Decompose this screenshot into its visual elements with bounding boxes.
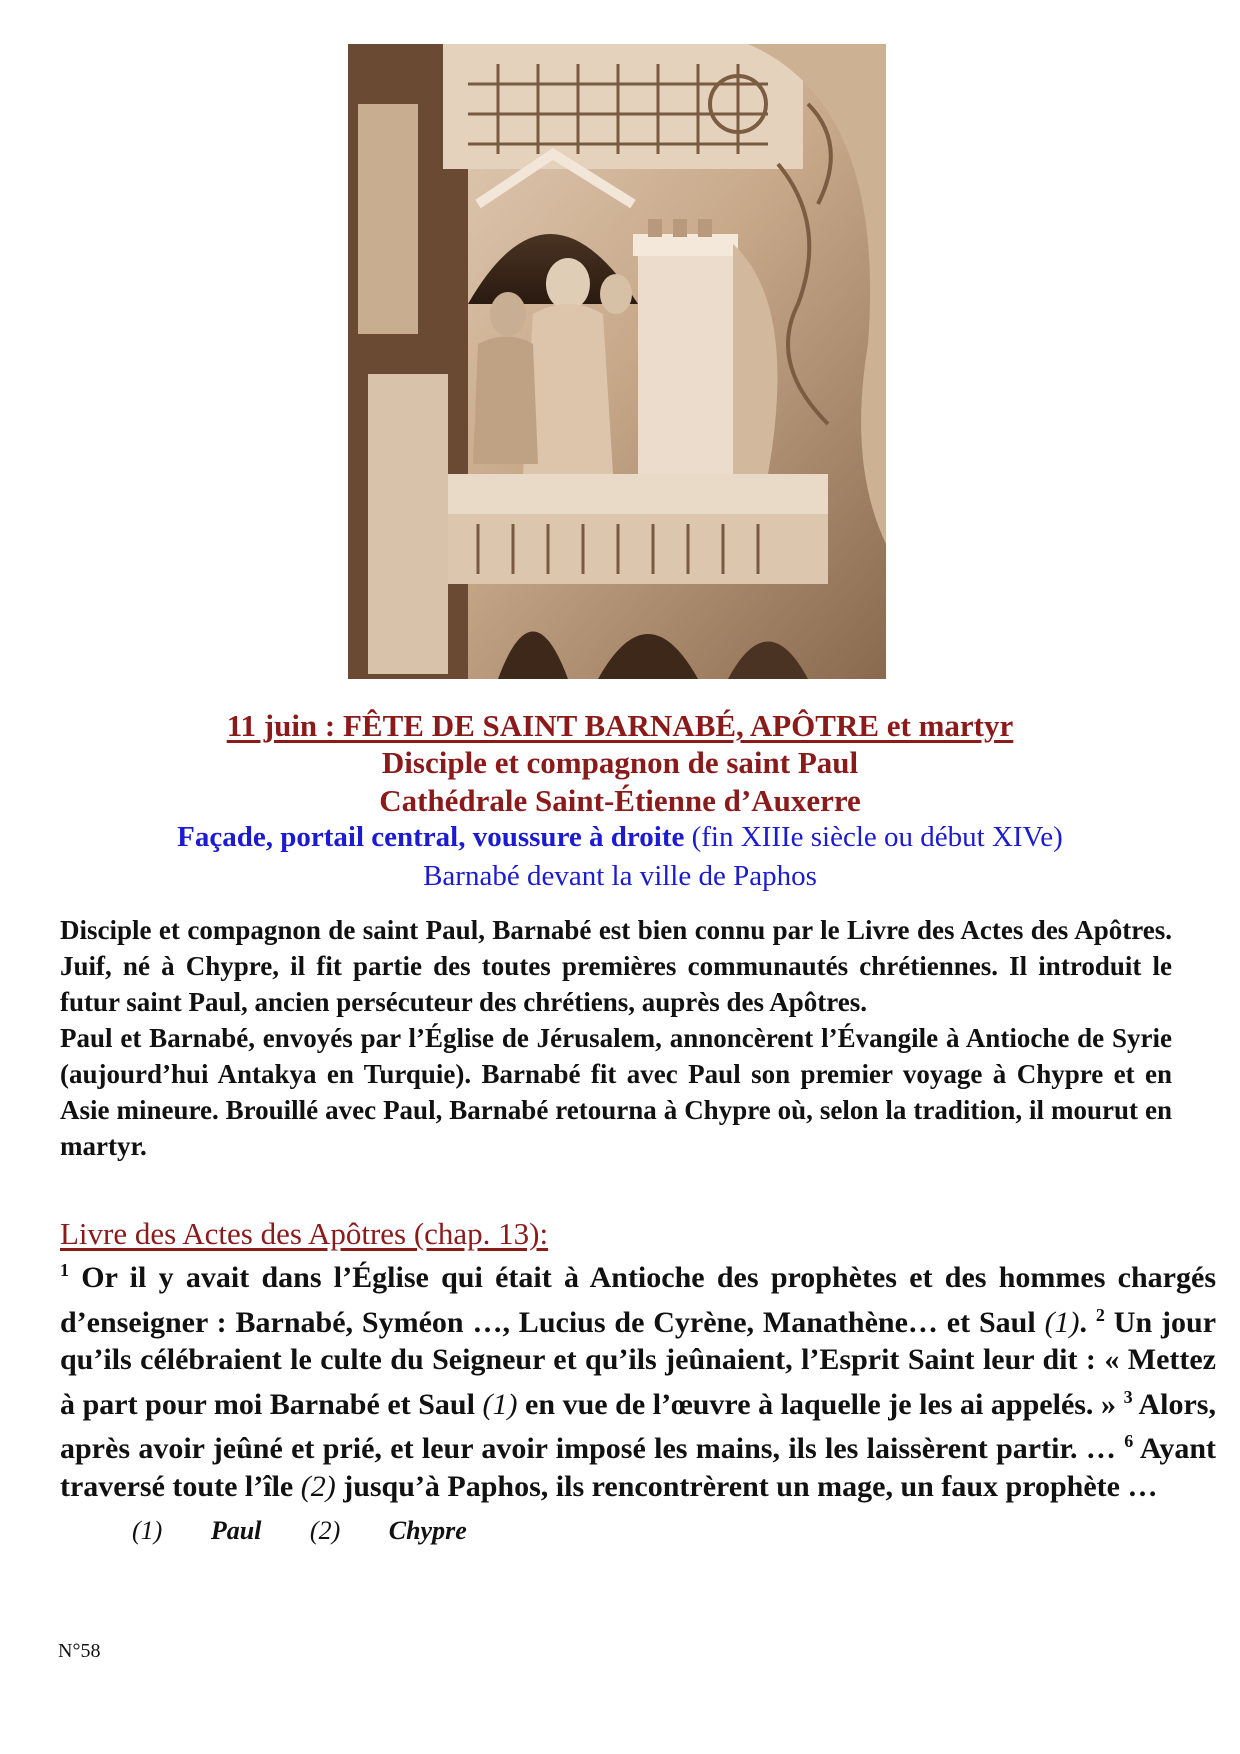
date-note: (fin XIIIe siècle ou début XIVe) — [691, 821, 1063, 853]
verse-number: 6 — [1124, 1431, 1134, 1451]
verse-text: en vue de l’œuvre à laquelle je les ai appelés. » — [517, 1387, 1124, 1421]
verse-number: 2 — [1095, 1304, 1105, 1325]
intro-paragraph-2: Paul et Barnabé, envoyés par l’Église de Jérusalem, annoncèrent l’Évangile à Antioche de Syrie (aujourd’hui Antakya en Turquie). Barnabé fit avec Paul son premier voyage à Chypre et en Asie mineure. Brouillé avec Paul, Barnabé retourna à Chypre où, selon la tradition, il mourut en martyr. — [60, 1023, 1172, 1161]
intro-paragraph-1: Disciple et compagnon de saint Paul, Barnabé est bien connu par le Livre des Actes des Apôtres. Juif, né à Chypre, il fit partie des toutes premières communautés chrétiennes. Il introduit le futur saint Paul, ancien persécuteur des chrétiens, auprès des Apôtres. — [60, 915, 1172, 1017]
verse-text: Or il y avait dans l’Église qui était à Antioche des prophètes et des hommes chargés d’enseigner : Barnabé, Syméon …, Lucius de Cyrène, Manathène… et Saul — [60, 1261, 1216, 1339]
footnotes — [132, 1516, 509, 1546]
cathedral-sculpture-photo — [348, 44, 886, 679]
footnote-ref: (2) — [300, 1469, 336, 1503]
verse-number: 1 — [60, 1260, 69, 1280]
footnote-ref: (1) — [482, 1387, 518, 1421]
scene-caption: Barnabé devant la ville de Paphos — [423, 860, 817, 892]
facade-line — [0, 821, 1240, 854]
subtitle: Disciple et compagnon de saint Paul — [381, 745, 859, 780]
footnote-mark: (2) — [309, 1516, 347, 1545]
footnote-2 — [310, 1516, 467, 1545]
page-number: N°58 — [58, 1640, 101, 1662]
footnote-ref: (1) — [1044, 1305, 1080, 1339]
verse-text: Ayant traversé toute l’île — [60, 1432, 1217, 1503]
acts-passage — [60, 1252, 1216, 1505]
verse-text: Alors, après avoir jeûné et prié, et leur avoir imposé les mains, ils les laissèrent partir. … — [60, 1387, 1216, 1465]
verse-number: 3 — [1123, 1386, 1133, 1407]
page-title: 11 juin : FÊTE DE SAINT BARNABÉ, APÔTRE et martyr — [226, 708, 1014, 743]
footnote-mark: (1) — [132, 1516, 169, 1545]
footnote-text: Paul — [210, 1516, 262, 1545]
footnote-1 — [132, 1516, 261, 1545]
facade-text: Façade, portail central, voussure à droite — [177, 821, 685, 853]
verse-text: Un jour qu’ils célébraient le culte du Seigneur et qu’ils jeûnaient, l’Esprit Saint leur dit : « Mettez à part pour moi Barnabé et Saul — [60, 1305, 1217, 1421]
verse-text: . — [1079, 1305, 1096, 1339]
intro-text — [60, 912, 1172, 1164]
acts-heading: Livre des Actes des Apôtres (chap. 13): — [60, 1216, 549, 1251]
location-line: Cathédrale Saint-Étienne d’Auxerre — [379, 783, 861, 818]
verse-text: jusqu’à Paphos, ils rencontrèrent un mage, un faux prophète … — [335, 1469, 1158, 1503]
footnote-text: Chypre — [388, 1516, 467, 1545]
